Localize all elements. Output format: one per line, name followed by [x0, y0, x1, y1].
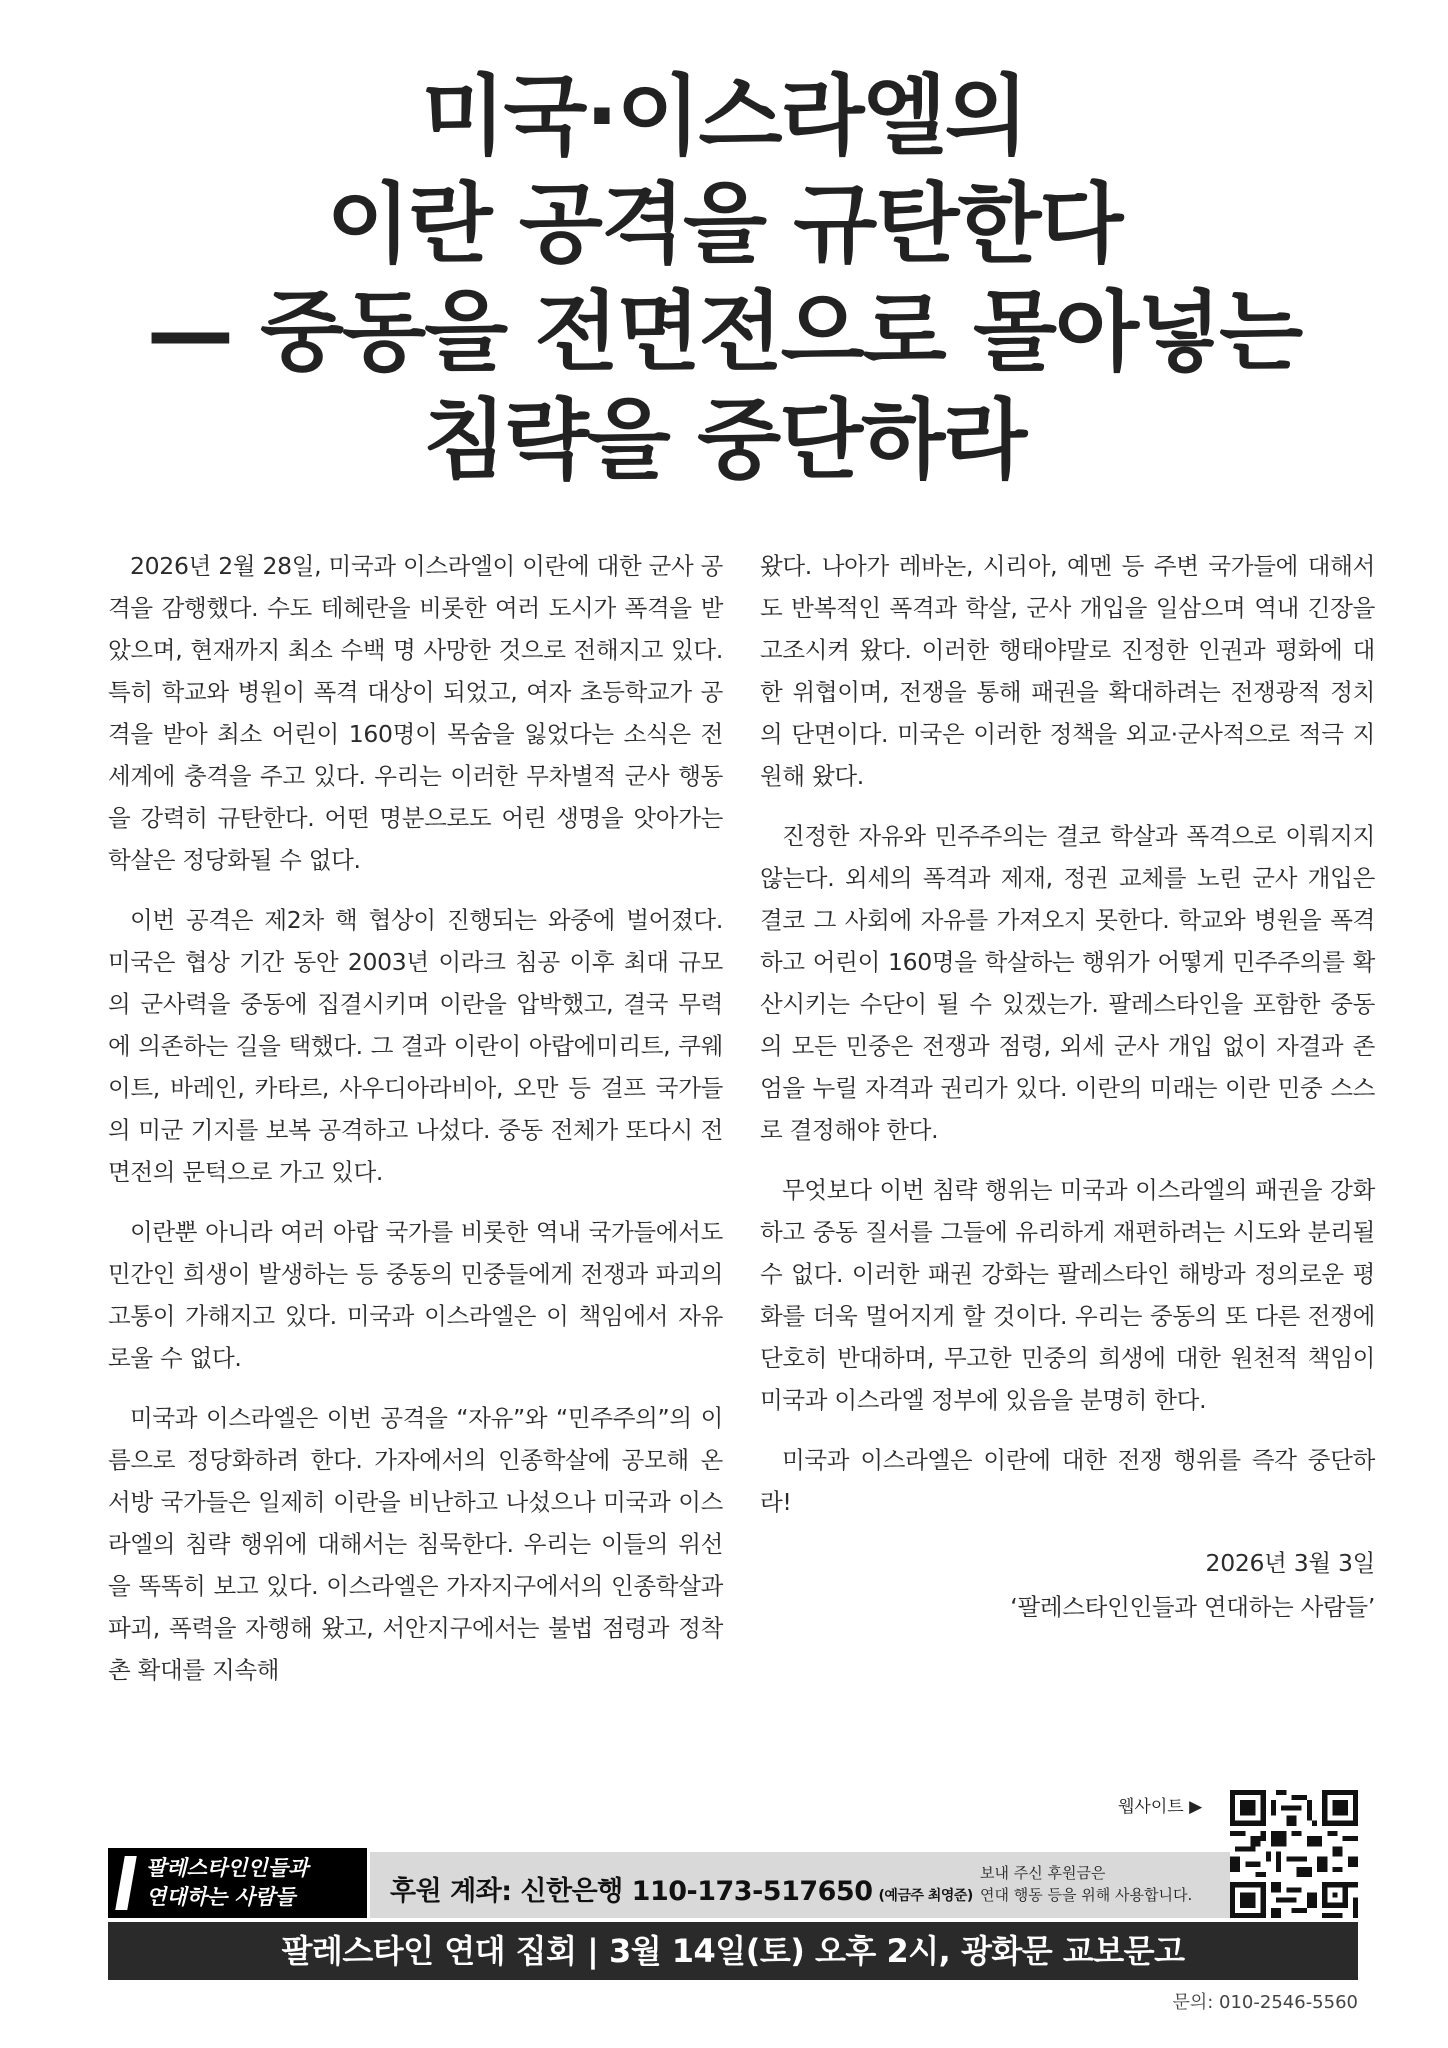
body-paragraph: 이란뿐 아니라 여러 아랍 국가를 비롯한 역내 국가들에서도 민간인 희생이 발생하는 등 중동의 민중들에게 전쟁과 파괴의 고통이 가해지고 있다. 미국과 이스라엘은 이 책임에서 자유로울 수 없다. — [108, 1218, 723, 1372]
donation-note-line: 보내 주신 후원금은 — [980, 1864, 1106, 1882]
body-paragraph: 이번 공격은 제2차 핵 협상이 진행되는 와중에 벌어졌다. 미국은 협상 기간 동안 2003년 이라크 침공 이후 최대 규모의 군사력을 중동에 집결시키며 이란을 압박했고, 결국 무력에 의존하는 길을 택했다. 그 결과 이란이 아랍에미리트, 쿠웨이트, 바레인, 카타르, 사우디아라비아, 오만 등 걸프 국가들의 미군 기지를 보복 공격하고 나섰다. 중동 전체가 또다시 전면전의 문턱으로 가고 있다. — [108, 906, 723, 1186]
body-paragraph: 진정한 자유와 민주주의는 결코 학살과 폭격으로 이뤄지지 않는다. 외세의 폭격과 제재, 정권 교체를 노린 군사 개입은 결코 그 사회에 자유를 가져오지 못한다. 학교와 병원을 폭격하고 어린이 160명을 학살하는 행위가 어떻게 민주주의를 확산시키는 수단이 될 수 있겠는가. 팔레스타인을 포함한 중동의 모든 민중은 전쟁과 점령, 외세 군사 개입 없이 자결과 존엄을 누릴 자격과 권리가 있다. 이란의 미래는 이란 민중 스스로 결정해야 한다. — [760, 822, 1375, 1144]
account-box — [370, 1852, 1230, 1918]
headline-line: 미국·이스라엘의 — [421, 65, 1027, 167]
logo-line: 팔레스타인인들과 — [146, 1856, 309, 1880]
statement-date: 2026년 3월 3일 — [1205, 1549, 1375, 1577]
account-info — [390, 1869, 973, 1908]
left-column — [108, 545, 723, 1709]
account-holder: (예금주 최영준) — [878, 1888, 973, 1904]
headline-line: 이란 공격을 규탄한다 — [326, 173, 1122, 275]
rally-announcement: 팔레스타인 연대 집회 | 3월 14일(토) 오후 2시, 광화문 교보문고 — [108, 1922, 1358, 1980]
logo-mark — [115, 1856, 137, 1910]
logo-line: 연대하는 사람들 — [146, 1885, 296, 1909]
body-paragraph: 미국과 이스라엘은 이란에 대한 전쟁 행위를 즉각 중단하라! — [760, 1446, 1375, 1516]
body-paragraph: 미국과 이스라엘은 이번 공격을 “자유”와 “민주주의”의 이름으로 정당화하려 한다. 가자에서의 인종학살에 공모해 온 서방 국가들은 일제히 이란을 비난하고 나섰으나 미국과 이스라엘의 침략 행위에 대해서는 침묵한다. 우리는 이들의 위선을 똑똑히 보고 있다. 이스라엘은 가자지구에서의 인종학살과 파괴, 폭력을 자행해 왔고, 서안지구에서는 불법 점령과 정착촌 확대를 지속해 — [108, 1404, 723, 1684]
body-paragraph: 왔다. 나아가 레바논, 시리아, 예멘 등 주변 국가들에 대해서도 반복적인 폭격과 학살, 군사 개입을 일삼으며 역내 긴장을 고조시켜 왔다. 이러한 행태야말로 진정한 인권과 평화에 대한 위협이며, 전쟁을 통해 패권을 확대하려는 전쟁광적 정치의 단면이다. 미국은 이러한 정책을 외교·군사적으로 적극 지원해 왔다. — [760, 552, 1375, 790]
signature: ‘팔레스타인인들과 연대하는 사람들’ — [1010, 1593, 1375, 1621]
donation-note-line: 연대 행동 등을 위해 사용합니다. — [980, 1886, 1193, 1904]
donation-note — [980, 1862, 1192, 1906]
account-number: 후원 계좌: 신한은행 110-173-517650 — [390, 1876, 873, 1907]
body-paragraph: 무엇보다 이번 침략 행위는 미국과 이스라엘의 패권을 강화하고 중동 질서를 그들에 유리하게 재편하려는 시도와 분리될 수 없다. 이러한 패권 강화는 팔레스타인 해방과 정의로운 평화를 더욱 멀어지게 할 것이다. 우리는 중동의 또 다른 전쟁에 단호히 반대하며, 무고한 민중의 희생에 대한 원천적 책임이 미국과 이스라엘 정부에 있음을 분명히 한다. — [760, 1176, 1375, 1414]
headline-line: 침략을 중단하라 — [422, 389, 1026, 491]
right-column — [760, 545, 1375, 1629]
contact-phone: 문의: 010-2546-5560 — [1172, 1992, 1358, 2013]
donation-banner — [108, 1848, 1358, 1918]
headline — [0, 62, 1448, 494]
website-label: 웹사이트 ▶ — [1118, 1797, 1203, 1817]
organization-logo — [108, 1848, 370, 1918]
body-paragraph: 2026년 2월 28일, 미국과 이스라엘이 이란에 대한 군사 공격을 감행했다. 수도 테헤란을 비롯한 여러 도시가 폭격을 받았으며, 현재까지 최소 수백 명 사망한 것으로 전해지고 있다. 특히 학교와 병원이 폭격 대상이 되었고, 여자 초등학교가 공격을 받아 최소 어린이 160명이 목숨을 잃었다는 소식은 전 세계에 충격을 주고 있다. 우리는 이러한 무차별적 군사 행동을 강력히 규탄한다. 어떤 명분으로도 어린 생명을 앗아가는 학살은 정당화될 수 없다. — [108, 552, 723, 874]
headline-line: — 중동을 전면전으로 몰아넣는 — [146, 281, 1302, 383]
signature-block — [760, 1541, 1375, 1629]
